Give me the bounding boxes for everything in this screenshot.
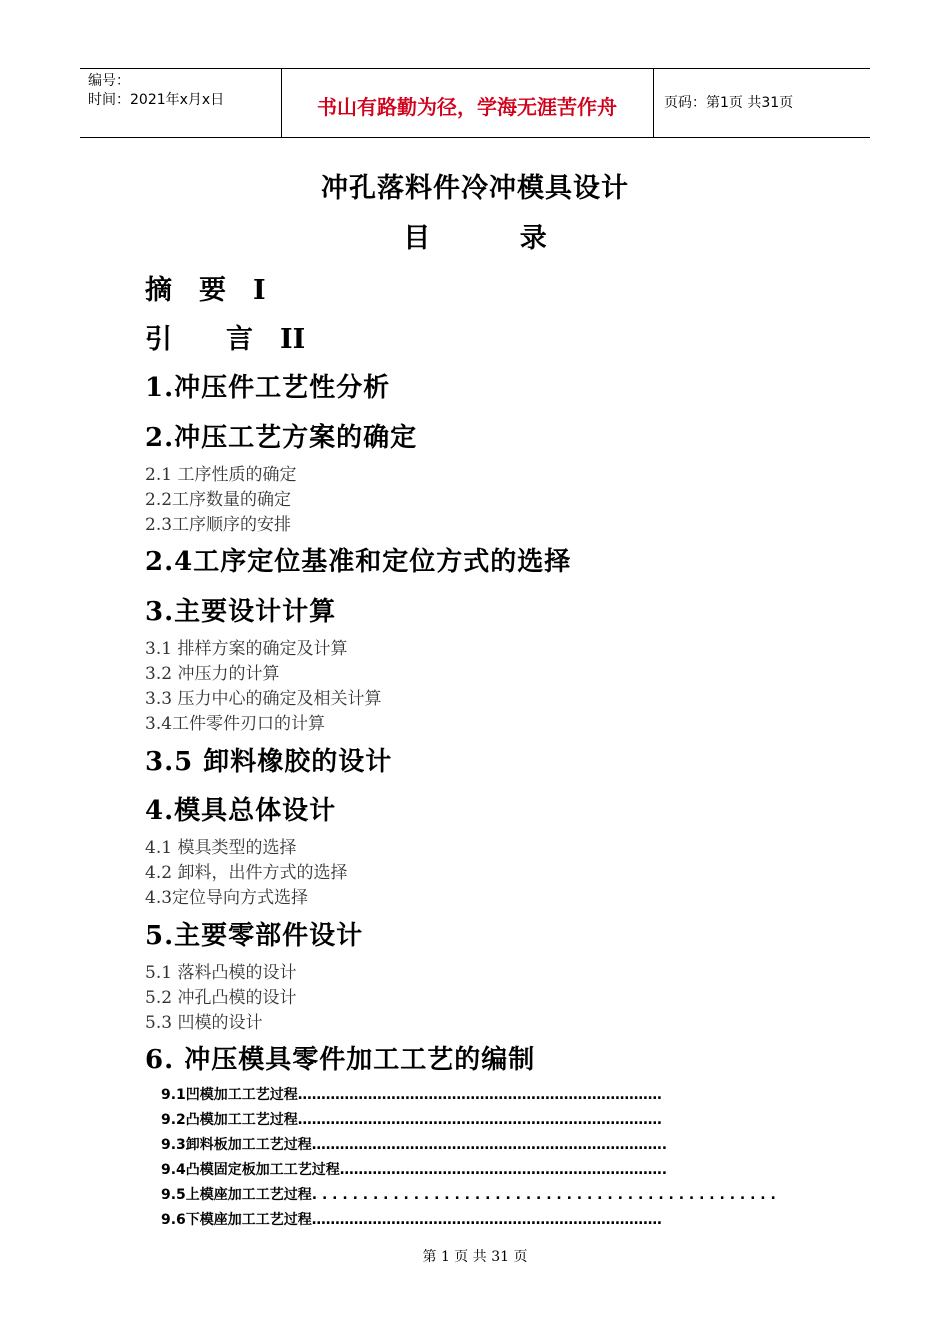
toc-entry-6[interactable]: 6. 冲压模具零件加工工艺的编制 [145,1045,536,1075]
toc-entry-5-3[interactable]: 5.3 凹模的设计 [145,1013,263,1033]
toc-entry-2-3[interactable]: 2.3工序顺序的安排 [145,515,292,535]
document-title: 冲孔落料件冷冲模具设计 [321,173,629,204]
header-page-info: 页码：第1页 共31页 [664,95,794,111]
toc-entry-3-4[interactable]: 3.4工件零件刃口的计算 [145,714,326,734]
document-date: 时间：2021年x月x日 [88,92,225,108]
toc-entry-4-1[interactable]: 4.1 模具类型的选择 [145,838,297,858]
document-number-label: 编号： [88,73,130,89]
toc-entry-4-3[interactable]: 4.3定位导向方式选择 [145,888,309,908]
toc-entry-5-2[interactable]: 5.2 冲孔凸模的设计 [145,988,297,1008]
toc-entry-3-1[interactable]: 3.1 排样方案的确定及计算 [145,639,348,659]
page-header [80,68,870,138]
header-meta-cell [80,69,282,137]
toc-entry-3-3[interactable]: 3.3 压力中心的确定及相关计算 [145,689,382,709]
toc-dotted-entry-9-6[interactable]: 9.6下模座加工工艺过程………………………………………………………………… [161,1212,662,1228]
toc-dotted-entry-9-2[interactable]: 9.2凸模加工工艺过程…………………………………………………………………… [161,1112,662,1128]
header-page-cell [654,69,870,137]
toc-dotted-entry-9-3[interactable]: 9.3卸料板加工工艺过程…………………………………………………………………. [161,1137,668,1153]
toc-dotted-entry-9-5[interactable]: 9.5上模座加工工艺过程. . . . . . . . . . . . . . . . . . . . . . . . . . . . . . . . . . . . . . . . . . . . . . [161,1187,776,1203]
header-motto: 书山有路勤为径，学海无涯苦作舟 [317,95,617,119]
toc-entry-2-1[interactable]: 2.1 工序性质的确定 [145,465,297,485]
toc-title: 目 录 [403,223,587,254]
toc-entry-2-2[interactable]: 2.2工序数量的确定 [145,490,292,510]
toc-dotted-entry-9-1[interactable]: 9.1凹模加工工艺过程…………………………………………………………………… [161,1087,662,1103]
toc-entry-4-2[interactable]: 4.2 卸料，出件方式的选择 [145,863,348,883]
toc-entry-5[interactable]: 5.主要零部件设计 [145,921,364,951]
toc-dotted-entry-9-4[interactable]: 9.4凸模固定板加工工艺过程……………………………………………………………. [161,1162,668,1178]
toc-entry-2-4[interactable]: 2.4工序定位基准和定位方式的选择 [145,547,572,577]
toc-entry-3-5[interactable]: 3.5 卸料橡胶的设计 [145,747,393,777]
toc-entry-3[interactable]: 3.主要设计计算 [145,597,337,627]
toc-entry-3-2[interactable]: 3.2 冲压力的计算 [145,664,280,684]
toc-entry-4[interactable]: 4.模具总体设计 [145,796,337,826]
toc-entry-introduction[interactable]: 引 言 II [145,324,306,355]
toc-entry-2[interactable]: 2.冲压工艺方案的确定 [145,423,418,453]
toc-entry-1[interactable]: 1.冲压件工艺性分析 [145,373,391,403]
toc-entry-abstract[interactable]: 摘 要 I [145,275,266,306]
toc-entry-5-1[interactable]: 5.1 落料凸模的设计 [145,963,297,983]
header-motto-cell [281,69,654,137]
page-footer: 第 1 页 共 31 页 [422,1249,528,1265]
